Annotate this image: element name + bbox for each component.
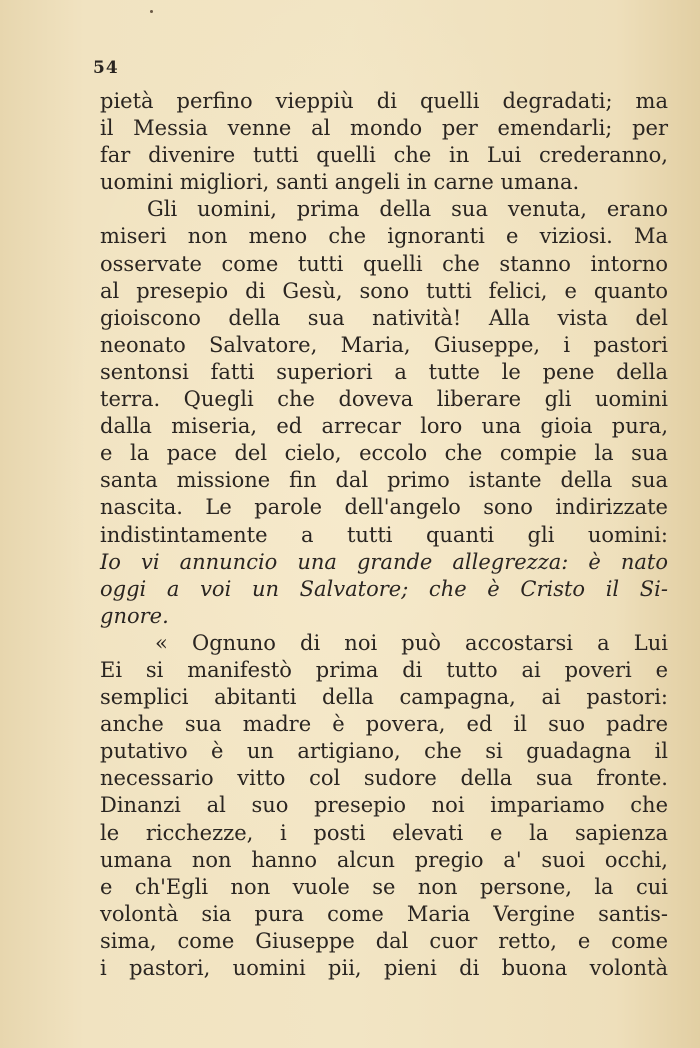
text-line: miseri non meno che ignoranti e viziosi. Ma — [100, 224, 668, 249]
text-line: anche sua madre è povera, ed il suo padre — [100, 712, 668, 737]
text-line: neonato Salvatore, Maria, Giuseppe, i pastori — [100, 332, 668, 357]
text-line: e la pace del cielo, eccolo che compie la sua — [100, 441, 668, 466]
text-line: far divenire tutti quelli che in Lui crederanno, — [100, 143, 668, 168]
text-line: semplici abitanti della campagna, ai pastori: — [100, 685, 668, 710]
text-line: umana non hanno alcun pregio a' suoi occhi, — [100, 847, 668, 872]
text-line: sentonsi fatti superiori a tutte le pene della — [100, 359, 668, 384]
text-line: osservate come tutti quelli che stanno intorno — [100, 251, 668, 276]
text-line: pietà perfino vieppiù di quelli degradati; ma — [100, 89, 668, 113]
text-line: terra. Quegli che doveva liberare gli uomini — [100, 387, 668, 412]
text-line: Ei si manifestò prima di tutto ai poveri e — [100, 657, 668, 682]
body-text — [100, 88, 668, 982]
text-line: santa missione fin dal primo istante della sua — [100, 468, 668, 493]
text-line: « Ognuno di noi può accostarsi a Lui — [155, 630, 668, 655]
text-line: al presepio di Gesù, sono tutti felici, e quanto — [100, 278, 668, 303]
text-line-italic: gnore. — [100, 603, 169, 628]
text-line: volontà sia pura come Maria Vergine santis- — [100, 901, 668, 926]
text-line-italic: oggi a voi un Salvatore; che è Cristo il Si- — [100, 576, 668, 601]
text-line: putativo è un artigiano, che si guadagna il — [100, 739, 668, 764]
page-number: 54 — [93, 58, 119, 78]
text-line: Dinanzi al suo presepio noi impariamo che — [100, 793, 668, 818]
text-line: uomini migliori, santi angeli in carne umana. — [100, 170, 580, 195]
text-line: Gli uomini, prima della sua venuta, erano — [147, 197, 668, 222]
text-line: le ricchezze, i posti elevati e la sapienza — [100, 820, 668, 845]
text-line-italic: Io vi annuncio una grande allegrezza: è nato — [100, 549, 668, 574]
text-line: necessario vitto col sudore della sua fronte. — [100, 766, 668, 791]
ink-speck — [150, 10, 153, 13]
text-line: e ch'Egli non vuole se non persone, la cui — [100, 874, 668, 899]
text-line: il Messia venne al mondo per emendarli; per — [100, 116, 668, 141]
text-line: i pastori, uomini pii, pieni di buona volontà — [100, 956, 668, 980]
text-line: sima, come Giuseppe dal cuor retto, e come — [100, 928, 668, 953]
text-line: indistintamente a tutti quanti gli uomini: — [100, 522, 668, 547]
text-line: gioiscono della sua natività! Alla vista del — [100, 305, 668, 330]
text-line: dalla miseria, ed arrecar loro una gioia pura, — [100, 414, 668, 439]
text-line: nascita. Le parole dell'angelo sono indirizzate — [100, 495, 668, 520]
